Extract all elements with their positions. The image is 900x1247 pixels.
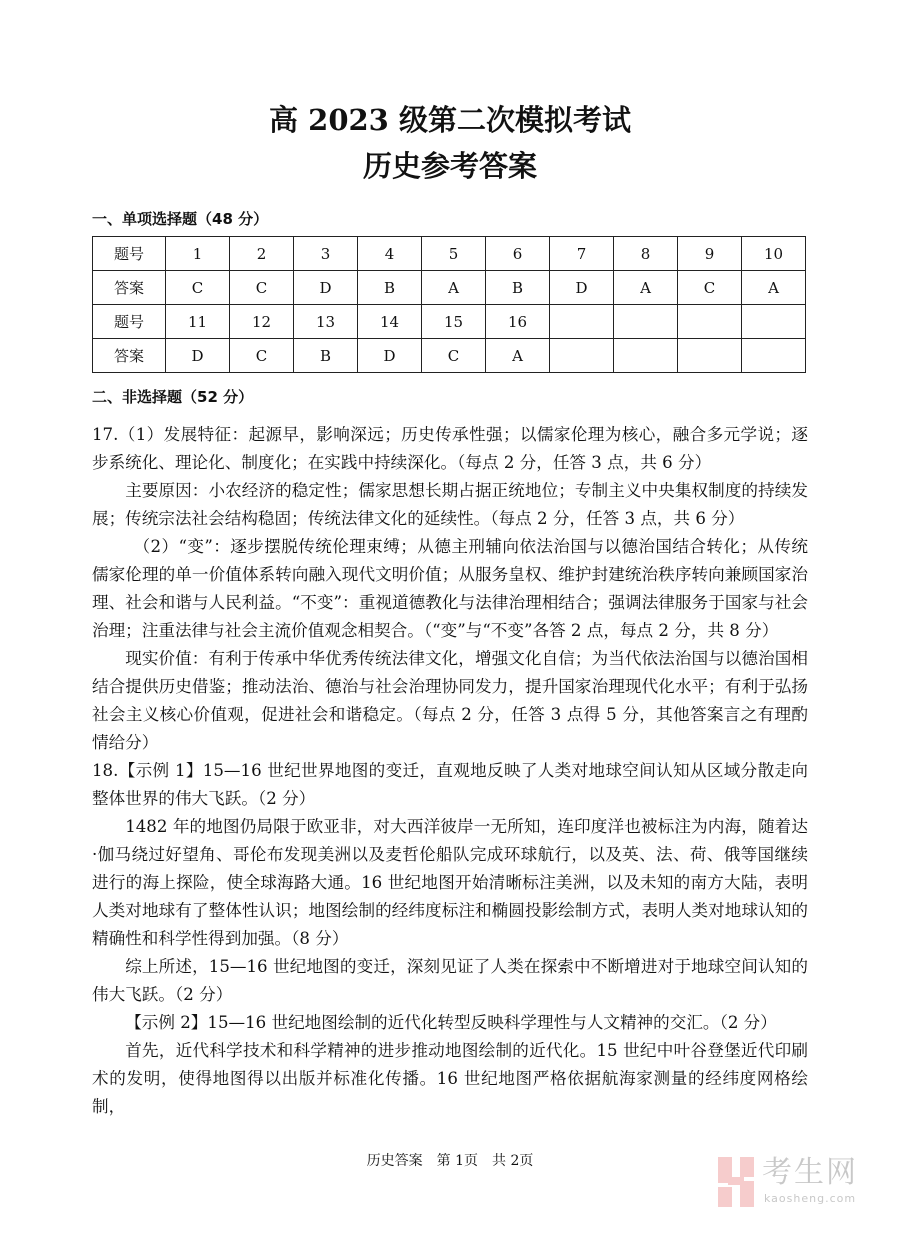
table-cell: B bbox=[294, 339, 358, 373]
exam-title: 高 2023 级第二次模拟考试 bbox=[269, 103, 631, 137]
table-cell: C bbox=[230, 271, 294, 305]
table-cell: 12 bbox=[230, 305, 294, 339]
table-cell: 10 bbox=[742, 237, 806, 271]
table-cell: 13 bbox=[294, 305, 358, 339]
table-cell: 3 bbox=[294, 237, 358, 271]
answer-17-1: 17.（1）发展特征：起源早，影响深远；历史传承性强；以儒家伦理为核心，融合多元学说；逐步系统化、理论化、制度化；在实践中持续深化。（每点 2 分，任答 3 点，共 6 分） bbox=[92, 425, 808, 472]
table-cell: D bbox=[358, 339, 422, 373]
answer-18-example1: 18.【示例 1】15—16 世纪世界地图的变迁，直观地反映了人类对地球空间认知从区域分散走向整体世界的伟大飞跃。（2 分） bbox=[92, 761, 808, 808]
table-cell: A bbox=[486, 339, 550, 373]
table-cell: D bbox=[550, 271, 614, 305]
table-cell: C bbox=[422, 339, 486, 373]
table-cell: 16 bbox=[486, 305, 550, 339]
table-cell: 15 bbox=[422, 305, 486, 339]
section1-heading: 一、单项选择题（48 分） bbox=[92, 210, 269, 228]
table-cell: 8 bbox=[614, 237, 678, 271]
logo-mark-icon bbox=[718, 1157, 754, 1207]
table-cell: D bbox=[166, 339, 230, 373]
answer-18-example2: 【示例 2】15—16 世纪地图绘制的近代化转型反映科学理性与人文精神的交汇。（2 分） bbox=[125, 1013, 777, 1032]
table-cell: C bbox=[166, 271, 230, 305]
table-cell: 7 bbox=[550, 237, 614, 271]
table-cell: 6 bbox=[486, 237, 550, 271]
table-cell: A bbox=[614, 271, 678, 305]
answer-17-2: （2）“变”：逐步摆脱传统伦理束缚；从德主刑辅向依法治国与以德治国结合转化；从传统儒家伦理的单一价值体系转向融入现代文明价值；从服务皇权、维护封建统治秩序转向兼顾国家治理、社会和谐与人民利益。“不变”：重视道德教化与法律治理相结合；强调法律服务于国家与社会治理；注重法律与社会主流价值观念相契合。（“变”与“不变”各答 2 点，每点 2 分，共 8 分） bbox=[92, 537, 808, 640]
watermark-en: kaosheng.com bbox=[764, 1192, 857, 1205]
answer-17-reasons: 主要原因：小农经济的稳定性；儒家思想长期占据正统地位；专制主义中央集权制度的持续发展；传统宗法社会结构稳固；传统法律文化的延续性。（每点 2 分，任答 3 点，共 6 分） bbox=[92, 481, 808, 528]
row-header-cell: 题号 bbox=[93, 305, 166, 339]
answer-18-example1-summary: 综上所述，15—16 世纪地图的变迁，深刻见证了人类在探索中不断增进对于地球空间认知的伟大飞跃。（2 分） bbox=[92, 957, 808, 1004]
row-header-cell: 题号 bbox=[93, 237, 166, 271]
table-cell: 2 bbox=[230, 237, 294, 271]
table-cell: 14 bbox=[358, 305, 422, 339]
footer-row bbox=[0, 1151, 900, 1225]
table-cell: B bbox=[486, 271, 550, 305]
watermark-cn: 考生网 bbox=[762, 1155, 858, 1190]
row-header-cell: 答案 bbox=[93, 339, 166, 373]
row-header-cell: 答案 bbox=[93, 271, 166, 305]
answer-18-example2-body: 首先，近代科学技术和科学精神的进步推动地图绘制的近代化。15 世纪中叶谷登堡近代印刷术的发明，使得地图得以出版并标准化传播。16 世纪地图严格依据航海家测量的经纬度网格绘制， bbox=[92, 1041, 808, 1116]
table-cell: A bbox=[742, 271, 806, 305]
section2-heading: 二、非选择题（52 分） bbox=[92, 388, 254, 406]
table-cell: 1 bbox=[166, 237, 230, 271]
answer-body bbox=[92, 421, 808, 1121]
table-cell: 5 bbox=[422, 237, 486, 271]
exam-subtitle: 历史参考答案 bbox=[362, 149, 537, 183]
table-cell: B bbox=[358, 271, 422, 305]
table-cell: C bbox=[230, 339, 294, 373]
answer-18-example1-body: 1482 年的地图仍局限于欧亚非，对大西洋彼岸一无所知，连印度洋也被标注为内海，随着达·伽马绕过好望角、哥伦布发现美洲以及麦哲伦船队完成环球航行，以及英、法、荷、俄等国继续进行的海上探险，使全球海路大通。16 世纪地图开始清晰标注美洲，以及未知的南方大陆，表明人类对地球有了整体性认识；地图绘制的经纬度标注和椭圆投影绘制方式，表明人类对地球认知的精确性和科学性得到加强。（8 分） bbox=[92, 817, 808, 948]
table-cell: A bbox=[422, 271, 486, 305]
answer-17-value: 现实价值：有利于传承中华优秀传统法律文化，增强文化自信；为当代依法治国与以德治国相结合提供历史借鉴；推动法治、德治与社会治理协同发力，提升国家治理现代化水平；有利于弘扬社会主义核心价值观，促进社会和谐稳定。（每点 2 分，任答 3 点得 5 分，其他答案言之有理酌情给分） bbox=[92, 649, 808, 752]
page-footer: 历史答案 第 1页 共 2页 bbox=[366, 1153, 534, 1169]
table-cell: 11 bbox=[166, 305, 230, 339]
table-cell: 4 bbox=[358, 237, 422, 271]
table-cell: D bbox=[294, 271, 358, 305]
table-cell: 9 bbox=[678, 237, 742, 271]
watermark-logo bbox=[718, 1157, 888, 1207]
table-cell: C bbox=[678, 271, 742, 305]
